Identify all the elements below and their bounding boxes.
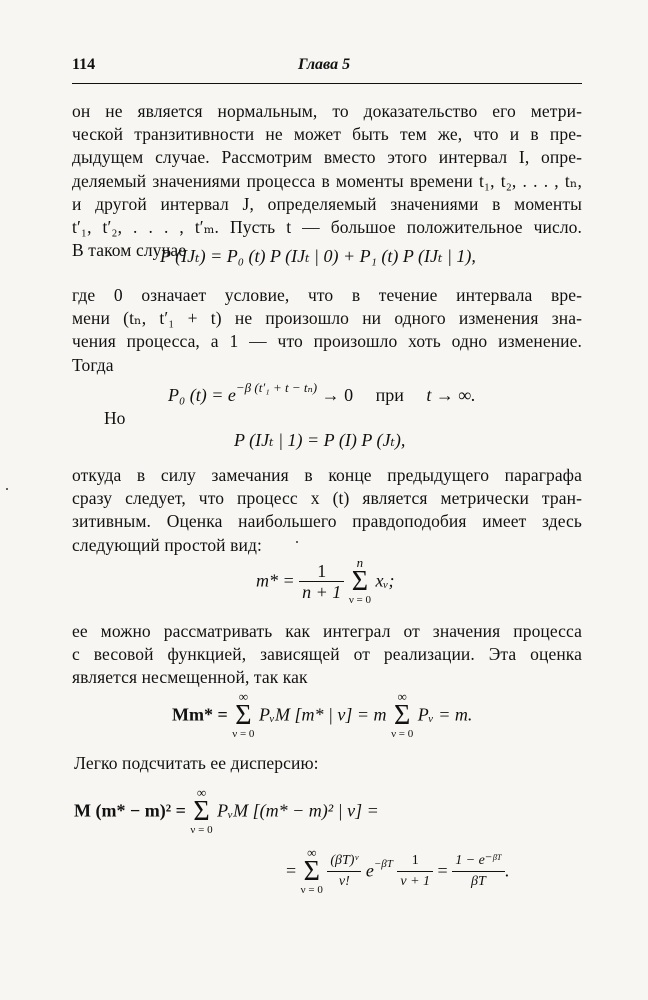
eq5-sum-1 [232,690,254,740]
text-line: является несмещенной, так как [72,667,308,688]
eq6-rhs: PᵥM [(m* − m)² | ν] = [217,800,379,821]
text-line: ческой транзитивности не может быть тем же, что и в пре- [72,124,582,145]
equation-total-probability: P (IJₜ) = P₀ (t) P (IJₜ | 0) + P₁ (t) P (IJₜ | 1), [160,246,476,266]
text-line: мени (tₙ, t′₁ + t) не произошло ни одного изменения зна- [72,308,582,329]
eq5-sum-2 [391,690,413,740]
eq2-arrow: → 0 [321,385,354,405]
text-line: t′₁, t′₂, . . . , t′ₘ. Пусть t — большое положительное число. [72,216,582,237]
text-line: с весовой функцией, зависящей от реализации. Эта оценка [72,644,582,665]
eq7-f2-den: ν + 1 [400,873,431,889]
page-number: 114 [72,56,96,73]
text-line: чения процесса, а 1 — что произошло хоть одно изменение. [72,331,582,352]
eq7-f3-den: βT [471,873,486,889]
text-line: следующий простой вид: [72,534,262,555]
eq5-sum2-top: ∞ [397,689,407,704]
header-rule [72,83,582,84]
eq5-sum1-sign: Σ [235,700,252,731]
text-line: где 0 означает условие, что в течение интервала вре- [72,285,582,305]
text-line: дыдущем случае. Рассмотрим вместо этого интервал I, опре- [72,147,582,168]
eq2-exponent: −β (t′₁ + t − tₙ) [235,380,318,395]
paragraph-3 [72,464,582,557]
eq4-frac-den: n + 1 [302,581,342,602]
eq2-limit: t → ∞. [426,385,476,405]
text-line: Легко подсчитать ее дисперсию: [74,753,319,773]
eq5-sum1-bot: ν = 0 [232,728,255,740]
eq7-sum-top: ∞ [307,845,317,860]
text-line: откуда в силу замечания в конце предыдущего параграфа [72,465,582,485]
eq6-sum-bot: ν = 0 [190,824,213,836]
equation-unbiased [172,690,472,740]
eq7-f2-num: 1 [397,851,433,872]
text-line: сразу следует, что процесс x (t) является метрически тран- [72,488,582,509]
equation-variance-result [286,846,509,896]
eq7-fraction-3 [452,851,504,892]
print-speck [6,488,8,490]
paragraph-2 [72,284,582,377]
text-line: он не является нормальным, то доказательство его метри- [72,101,582,121]
eq7-sum [301,846,323,896]
print-speck [296,541,298,543]
text-line: В таком случае [72,240,187,261]
eq7-sum-sign: Σ [303,856,320,887]
eq6-lhs: M (m* − m)² = [74,800,186,821]
eq5-lhs: Mm* = [172,704,228,725]
eq7-fraction-1 [327,851,361,892]
eq7-sum-bot: ν = 0 [300,884,323,896]
equation-p0-limit [168,380,476,406]
eq4-fraction [299,561,344,602]
eq4-sum-sign: Σ [351,566,369,597]
paragraph-5 [72,752,582,775]
eq7-f1-num: (βT)ᵛ [327,851,361,872]
eq4-lhs: m* = [256,570,295,591]
eq7-f1-den: ν! [338,873,350,889]
eq4-rhs: xᵥ; [375,570,395,591]
equation-estimate [256,556,395,606]
eq6-sum [190,786,212,836]
word-no: Но [104,408,126,428]
eq7-exp-base: e [365,860,374,881]
eq5-sum2-sign: Σ [394,700,411,731]
eq6-sum-sign: Σ [193,796,210,827]
text-line: деляемый значениями процесса в моменты времени t₁, t₂, . . . , tₙ, [72,170,582,191]
eq4-sum-bot: ν = 0 [348,594,371,606]
text-line: и другой интервал J, определяемый значениями в моменты [72,193,582,214]
page-header [72,56,582,82]
eq2-word: при [375,385,404,405]
eq7-tail: . [504,860,510,881]
text-line: ее можно рассматривать как интеграл от значения процесса [72,621,582,641]
paragraph-1 [72,100,582,262]
equation-independence: P (IJₜ | 1) = P (I) P (Jₜ), [234,430,406,450]
text-line: Тогда [72,354,114,375]
eq7-fraction-2 [397,851,433,892]
eq6-sum-top: ∞ [196,785,207,800]
eq5-sum2-bot: ν = 0 [391,728,414,740]
eq5-mid: PᵥM [m* | ν] = m [258,704,387,725]
eq4-sum-top: n [356,555,364,570]
eq7-equals: = [437,860,448,881]
equation-variance [74,786,379,836]
eq5-sum1-top: ∞ [238,689,248,704]
eq7-f3-num: 1 − e⁻ᵝᵀ [452,851,504,872]
eq7-lead: = [286,860,297,881]
paragraph-4 [72,620,582,690]
eq4-sum [349,556,371,606]
eq7-exp-sup: −βT [373,858,393,871]
eq4-frac-num: 1 [299,561,344,582]
chapter-running-head: Глава 5 [298,56,351,73]
eq5-rhs: Pᵥ = m. [417,704,473,725]
text-line: зитивным. Оценка наибольшего правдоподобия имеет здесь [72,511,582,532]
eq2-lhs: P₀ (t) = e [168,385,236,405]
